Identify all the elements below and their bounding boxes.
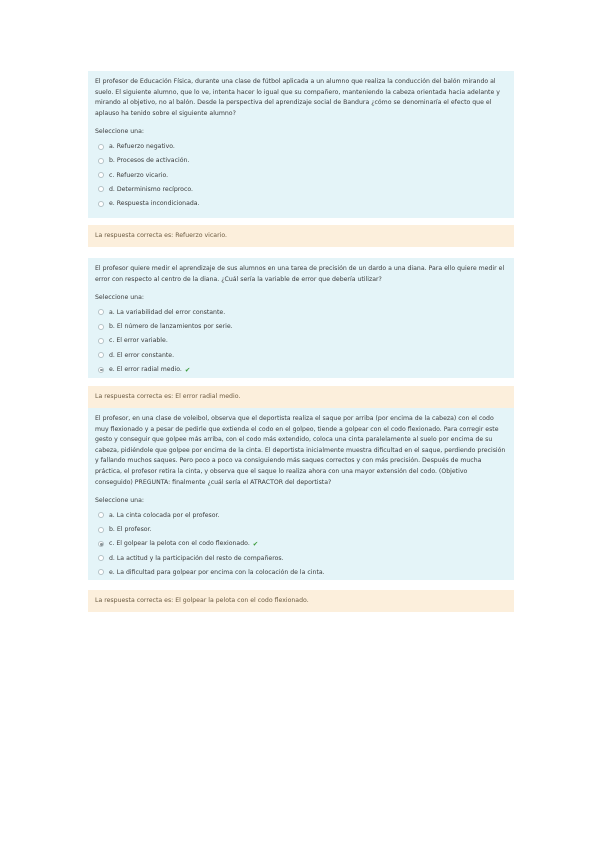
option-label: a. La variabilidad del error constante. xyxy=(109,308,226,316)
question-1-text: El profesor de Educación Física, durante una clase de fútbol aplicada a un alumno que realiza la conducción del balón mirando al suelo. El siguiente alumno, que lo ve, intenta hacer lo igual que su compañero, manteniendo la cabeza orientada hacia adelante y mirando al objetivo, no al balón. Desde la perspectiva del aprendizaje social de Bandura ¿cómo se denominaría el efecto que el aplauso ha tenido sobre el siguiente alumno? xyxy=(95,78,500,117)
option-label: d. El error constante. xyxy=(109,351,175,359)
option-label: e. Respuesta incondicionada. xyxy=(109,200,200,208)
question-2-feedback: La respuesta correcta es: El error radial medio. xyxy=(88,386,514,408)
option-label: b. El profesor. xyxy=(109,526,152,534)
question-2-option-e[interactable] xyxy=(95,362,507,376)
checkmark-icon: ✔ xyxy=(252,539,259,548)
option-label: a. Refuerzo negativo. xyxy=(109,143,175,151)
option-label: a. La cinta colocada por el profesor. xyxy=(109,511,220,519)
question-2-prompt: Seleccione una: xyxy=(95,294,144,302)
question-3-option-d[interactable] xyxy=(95,551,507,565)
radio-icon[interactable] xyxy=(98,172,104,178)
question-2-option-b[interactable] xyxy=(95,319,507,333)
question-3-prompt: Seleccione una: xyxy=(95,497,144,505)
question-1-option-e[interactable] xyxy=(95,197,507,211)
question-3-feedback: La respuesta correcta es: El golpear la pelota con el codo flexionado. xyxy=(88,590,514,612)
radio-checked-icon[interactable] xyxy=(98,367,104,373)
question-1-option-b[interactable] xyxy=(95,154,507,168)
question-2-option-a[interactable] xyxy=(95,305,507,319)
radio-icon[interactable] xyxy=(98,309,104,315)
radio-icon[interactable] xyxy=(98,555,104,561)
question-3-option-b[interactable] xyxy=(95,522,507,536)
radio-icon[interactable] xyxy=(98,569,104,575)
question-1 xyxy=(88,71,514,218)
radio-icon[interactable] xyxy=(98,324,104,330)
question-1-prompt: Seleccione una: xyxy=(95,128,144,136)
radio-icon[interactable] xyxy=(98,144,104,150)
question-1-option-a[interactable] xyxy=(95,139,507,153)
question-1-option-d[interactable] xyxy=(95,182,507,196)
radio-icon[interactable] xyxy=(98,512,104,518)
question-3-text: El profesor, en una clase de voleibol, observa que el deportista realiza el saque por arriba (por encima de la cabeza) con el codo muy flexionado y a pesar de pedirle que extienda el codo en el golpeo, tiende a golpear con el codo flexionado. Para corregir este gesto y conseguir que golpee más arriba, con el codo más extendido, coloca una cinta paralelamente al suelo por encima de su cabeza, pidiéndole que golpee por encima de la cinta. El deportista inicialmente muestra dificultad en el saque, perdiendo precisión y fallando muchos saques. Pero poco a poco va consiguiendo más saques correctos y con más precisión. Después de mucha práctica, el profesor retira la cinta, y observa que el saque lo realiza ahora con una mayor extensión del codo. (Objetivo conseguido) PREGUNTA: finalmente ¿cuál sería el ATRACTOR del deportista? xyxy=(95,415,506,486)
option-label: b. Procesos de activación. xyxy=(109,157,190,165)
question-2-text: El profesor quiere medir el aprendizaje de sus alumnos en una tarea de precisión de un dardo a una diana. Para ello quiere medir el error con respecto al centro de la diana. ¿Cuál sería la variable de error que debería utilizar? xyxy=(95,265,505,283)
question-3-option-a[interactable] xyxy=(95,508,507,522)
question-3-option-c[interactable] xyxy=(95,537,507,551)
checkmark-icon: ✔ xyxy=(184,365,191,374)
question-3 xyxy=(88,408,514,580)
question-2 xyxy=(88,258,514,378)
radio-icon[interactable] xyxy=(98,338,104,344)
option-label: d. La actitud y la participación del resto de compañeros. xyxy=(109,554,284,562)
option-label: c. El golpear la pelota con el codo flexionado. xyxy=(109,540,250,548)
radio-checked-icon[interactable] xyxy=(98,541,104,547)
option-label: c. Refuerzo vicario. xyxy=(109,171,169,179)
radio-icon[interactable] xyxy=(98,186,104,192)
question-2-option-c[interactable] xyxy=(95,334,507,348)
question-2-option-d[interactable] xyxy=(95,348,507,362)
option-label: b. El número de lanzamientos por serie. xyxy=(109,323,233,331)
radio-icon[interactable] xyxy=(98,158,104,164)
option-label: d. Determinismo recíproco. xyxy=(109,185,193,193)
radio-icon[interactable] xyxy=(98,352,104,358)
option-label: c. El error variable. xyxy=(109,337,168,345)
question-3-option-e[interactable] xyxy=(95,565,507,579)
question-1-option-c[interactable] xyxy=(95,168,507,182)
question-1-feedback: La respuesta correcta es: Refuerzo vicario. xyxy=(88,225,514,247)
option-label: e. La dificultad para golpear por encima con la colocación de la cinta. xyxy=(109,568,325,576)
radio-icon[interactable] xyxy=(98,527,104,533)
option-label: e. El error radial medio. xyxy=(109,366,182,374)
radio-icon[interactable] xyxy=(98,201,104,207)
